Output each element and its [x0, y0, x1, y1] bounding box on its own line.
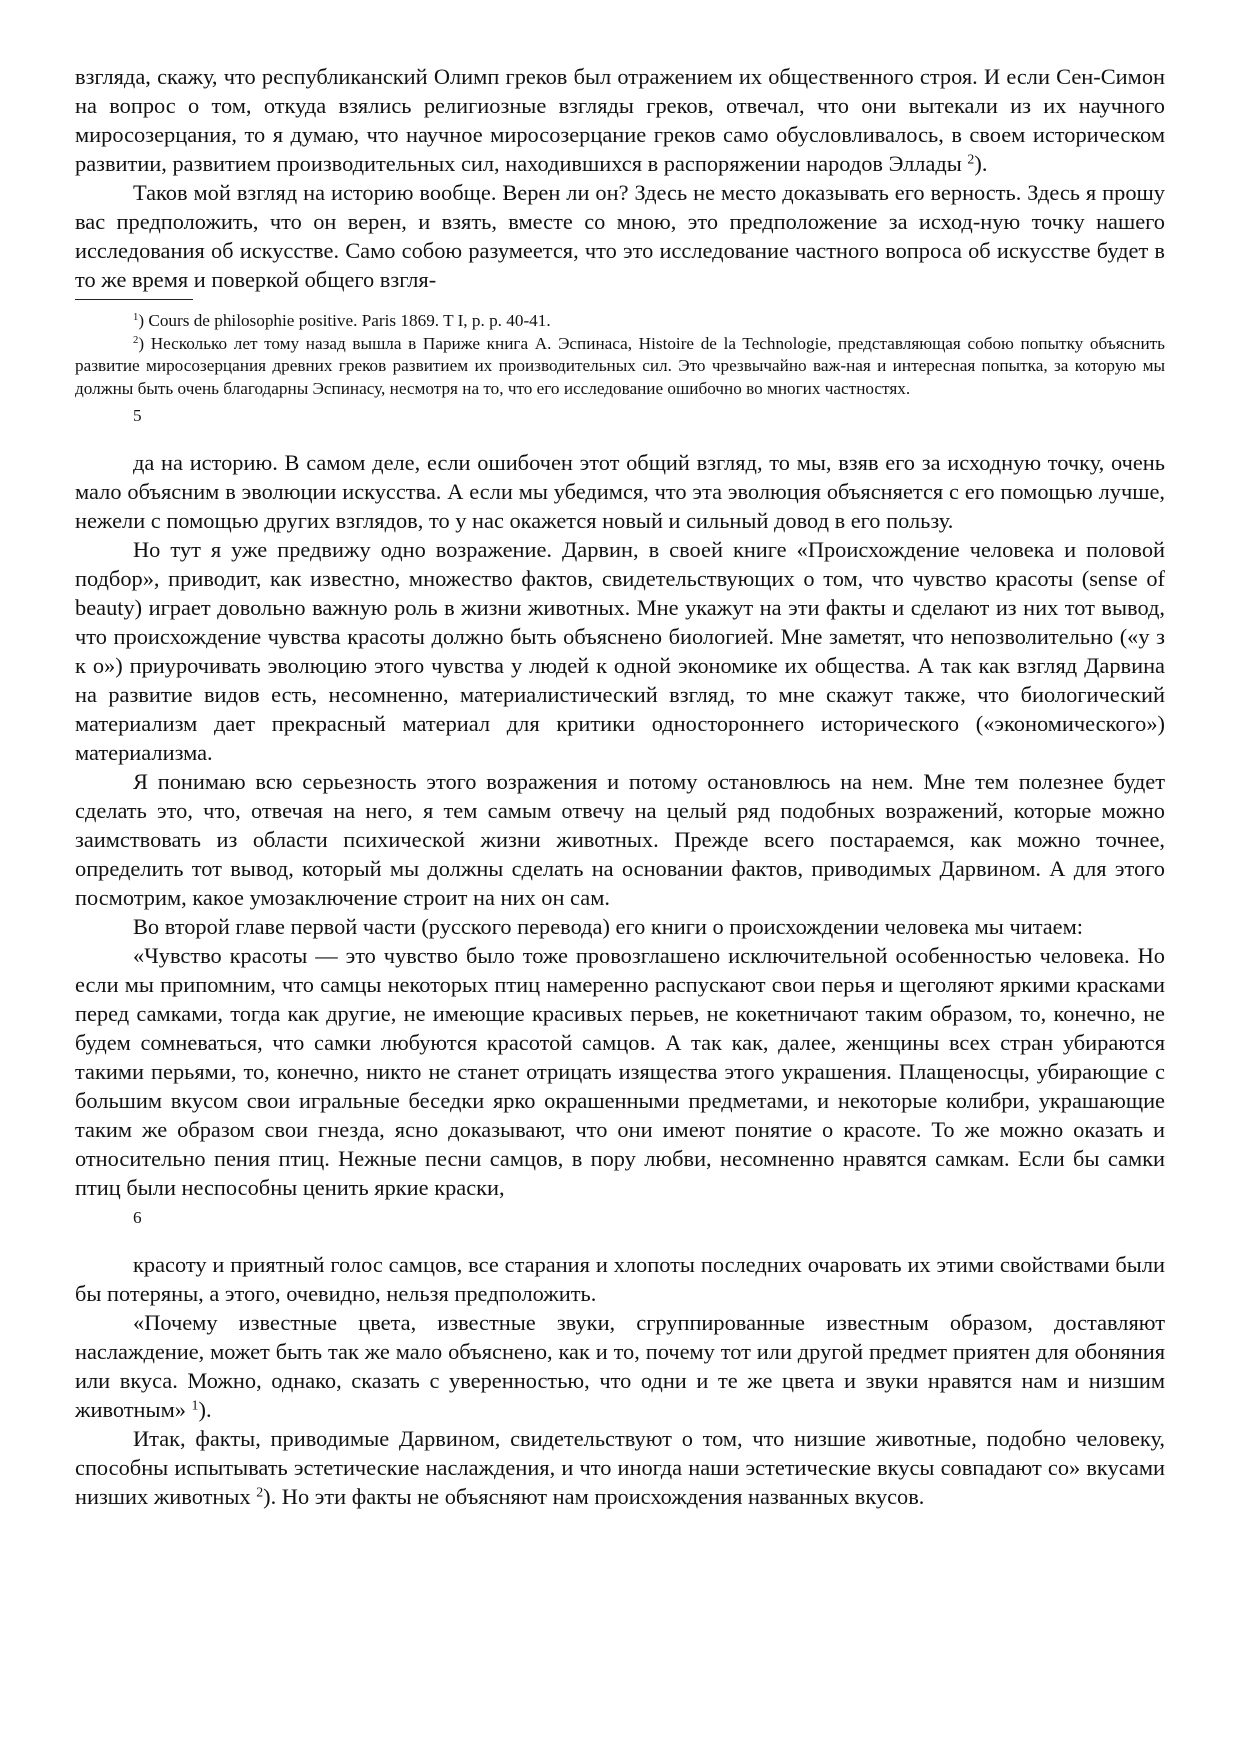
- paragraph: Итак, факты, приводимые Дарвином, свидетельствуют о том, что низшие животные, подобно человеку, способны испытывать эстетические наслаждения, и что иногда наши эстетические вкусы совпадают со» вкусами низших животных $^2$). Но эти факты не объясняют нам происхождения названных вкусов.: [75, 1426, 1165, 1510]
- paragraph: Во второй главе первой части (русского перевода) его книги о происхождении человека мы читаем:: [133, 914, 1084, 940]
- paragraph: красоту и приятный голос самцов, все старания и хлопоты последних очаровать их этими свойствами были бы потеряны, а этого, очевидно, нельзя предположить.: [75, 1252, 1165, 1307]
- footnote-1: $^1$) Cours de philosophie positive. Paris 1869. T I, p. p. 40-41.: [133, 311, 551, 330]
- document-page: [75, 62, 1165, 1511]
- page-break-gap: [75, 428, 1165, 448]
- paragraph: Я понимаю всю серьезность этого возражения и потому остановлюсь на нем. Мне тем полезнее будет сделать это, что, отвечая на него, я тем самым отвечу на целый ряд подобных возражений, которые можно заимствовать из области психической жизни животных. Прежде всего постараемся, как можно точнее, определить тот вывод, который мы должны сделать на основании фактов, приводимых Дарвином. А для этого посмотрим, какое умозаключение строит на них он сам.: [75, 769, 1165, 911]
- footnotes: [75, 310, 1165, 400]
- footnote-2: $^2$) Несколько лет тому назад вышла в Париже книга А. Эспинаса, Histoire de la Technologie, представляющая собою попытку объяснить развитие миросозерцания древних греков развитием их производительных сил. Это чрезвычайно важ-ная и интересная попытка, за которую мы должны быть очень благодарны Эспинасу, несмотря на то, что его исследование ошибочно во многих частностях.: [75, 333, 1165, 398]
- page-6-section: [75, 448, 1165, 1230]
- page-break-gap: [75, 1230, 1165, 1250]
- footnote-ref: 2: [256, 1485, 264, 1501]
- footnote-ref: 2: [967, 152, 975, 168]
- paragraph: Таков мой взгляд на историю вообще. Верен ли он? Здесь не место доказывать его верность. Здесь я прошу вас предположить, что он верен, и взять, вместе со мною, это предположение за исход-ную точку нашего исследования об искусстве. Само собою разумеется, что это исследование частного вопроса об искусстве будет в то же время и поверкой общего взгля-: [75, 180, 1165, 292]
- page-7-section: [75, 1250, 1165, 1511]
- footnote-ref: 1: [191, 1398, 199, 1414]
- page-number: 6: [133, 1208, 142, 1228]
- paragraph: «Почему известные цвета, известные звуки, сгруппированные известным образом, доставляют наслаждение, может быть так же мало объяснено, как и то, почему тот или другой предмет приятен для обоняния или вкуса. Можно, однако, сказать с уверенностью, что одни и те же цвета и звуки нравятся нам и низшим животным» $^1$).: [75, 1310, 1165, 1423]
- paragraph: Но тут я уже предвижу одно возражение. Дарвин, в своей книге «Происхождение человека и половой подбор», приводит, как известно, множество фактов, свидетельствующих о том, что чувство красоты (sense of beauty) играет довольно важную роль в жизни животных. Мне укажут на эти факты и сделают из них тот вывод, что происхождение чувства красоты должно быть объяснено биологией. Мне заметят, что непозволительно («у з к о») приурочивать эволюцию этого чувства у людей к одной экономике их общества. А так как взгляд Дарвина на развитие видов есть, несомненно, материалистический взгляд, то мне скажут также, что биологический материализм дает прекрасный материал для критики одностороннего исторического («экономического») материализма.: [75, 537, 1165, 766]
- paragraph: взгляда, скажу, что республиканский Олимп греков был отражением их общественного строя. И если Сен-Симон на вопрос о том, откуда взялись религиозные взгляды греков, отвечал, что они вытекали из их научного миросозерцания, то я думаю, что научное миросозерцание греков само обусловливалось, в своем историческом развитии, развитием производительных сил, находившихся в распоряжении народов Эллады $^2$).: [75, 64, 1165, 176]
- paragraph: да на историю. В самом деле, если ошибочен этот общий взгляд, то мы, взяв его за исходную точку, очень мало объясним в эволюции искусства. А если мы убедимся, что эта эволюция объясняется с его помощью лучше, нежели с помощью других взглядов, то у нас окажется новый и сильный довод в его пользу.: [75, 450, 1165, 534]
- footnote-divider: [75, 299, 193, 300]
- page-number: 5: [133, 406, 142, 426]
- page-5-section: [75, 62, 1165, 428]
- paragraph: «Чувство красоты — это чувство было тоже провозглашено исключительной особенностью человека. Но если мы припомним, что самцы некоторых птиц намеренно распускают свои перья и щеголяют яркими красками перед самками, тогда как другие, не имеющие красивых перьев, не кокетничают таким образом, то, конечно, не будем сомневаться, что самки любуются красотой самцов. А так как, далее, женщины всех стран убираются такими перьями, то, конечно, никто не станет отрицать изящества этого украшения. Плащеносцы, убирающие с большим вкусом свои игральные беседки ярко окрашенными предметами, и некоторые колибри, украшающие таким же образом свои гнезда, ясно доказывают, что они имеют понятие о красоте. То же можно оказать и относительно пения птиц. Нежные песни самцов, в пору любви, несомненно нравятся самкам. Если бы самки птиц были неспособны ценить яркие краски,: [75, 943, 1165, 1201]
